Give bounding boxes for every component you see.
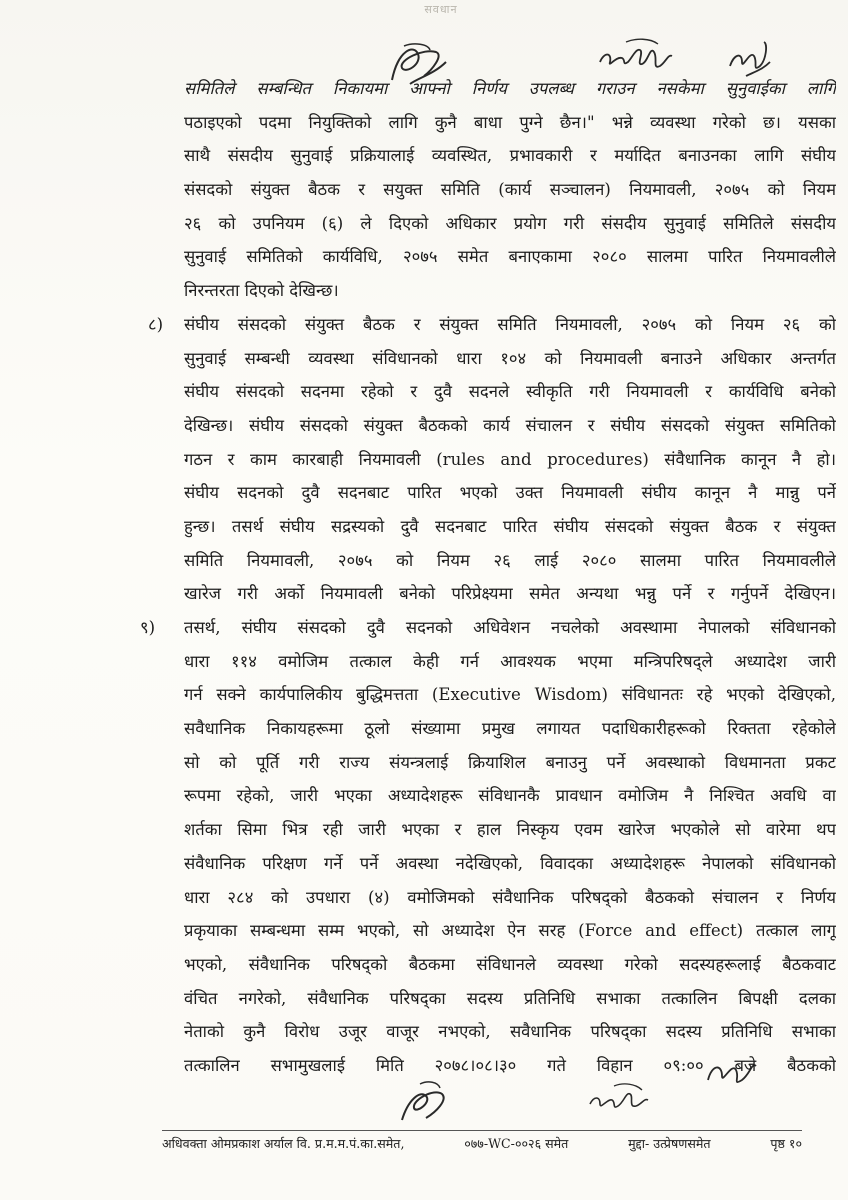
text-line: संघीय संसदको सदनमा रहेको र दुवै सदनले स्वीकृति गरी नियमावली र कार्यविधि बनेको	[184, 382, 836, 402]
text-line: समितिले सम्बन्धित निकायमा आफ्नो निर्णय उपलब्ध गराउन नसकेमा सुनुवाईका लागि	[184, 79, 836, 98]
text-line: तसर्थ, संघीय संसदको दुवै सदनको अधिवेशन नचलेको अवस्थामा नेपालको संविधानको	[184, 618, 836, 637]
paragraph-8	[148, 308, 836, 611]
text-line: सवैधानिक निकायहरूमा ठूलो संख्यामा प्रमुख लगायत पदाधिकारीहरूको रिक्तता रहेकोले	[184, 719, 836, 739]
signature-4	[396, 1076, 452, 1128]
text-line: धारा २८४ को उपधारा (४) वमोजिमको संवैधानिक परिषद्को बैठकको संचालन र निर्णय	[184, 887, 836, 907]
text-line: भएको, संवैधानिक परिषद्को बैठकमा संविधानले व्यवस्था गरेको सदस्यहरूलाई बैठकवाट	[184, 954, 836, 974]
footer-case-number: ०७७-WC-००२६ समेत	[464, 1136, 569, 1151]
text-line: देखिन्छ। संघीय संसदको संयुक्त बैठकको कार्य संचालन र संघीय संसदको संयुक्त समितिको	[184, 415, 836, 435]
text-line: रूपमा रहेको, जारी भएका अध्यादेशहरू संविधानकै प्रावधान वमोजिम नै निश्चित अवधि वा	[184, 786, 836, 806]
text-line: नेताको कुनै विरोध उजूर वाजूर नभएको, सवैधानिक परिषद्का सदस्य प्रतिनिधि सभाका	[184, 1022, 836, 1042]
text-line: २६ को उपनियम (६) ले दिएको अधिकार प्रयोग गरी संसदीय सुनुवाई समितिले संसदीय	[184, 213, 836, 233]
text-line: हुन्छ। तसर्थ संघीय सद्रस्यको दुवै सदनबाट पारित संघीय संसदको संयुक्त बैठक र संयुक्त	[184, 516, 836, 536]
text-line: गर्न सक्ने कार्यपालिकीय बुद्धिमत्तता (Executive Wisdom) संविधानतः रहे भएको देखिएको,	[184, 685, 836, 705]
text-line: शर्तका सिमा भित्र रही जारी भएका र हाल निस्कृय एवम खारेज भएकोले सो वारेमा थप	[184, 820, 836, 840]
text-line: सुनुवाई समितिको कार्यविधि, २०७५ समेत बनाएकामा २०८० सालमा पारित नियमावलीले	[184, 247, 836, 267]
text-line: संघीय संसदको संयुक्त बैठक र संयुक्त समिति नियमावली, २०७५ को नियम २६ को	[184, 314, 836, 334]
text-line: सो को पूर्ति गरी राज्य संयन्त्रलाई क्रियाशिल बनाउनु पर्ने अवस्थाको विधमानता प्रकट	[184, 752, 836, 772]
page-footer	[162, 1130, 802, 1152]
text-line: साथै संसदीय सुनुवाई प्रक्रियालाई व्यवस्थित, प्रभावकारी र मर्यादित बनाउनका लागि संघीय	[184, 146, 836, 166]
text-line: वंचित नगरेको, संवैधानिक परिषद्का सदस्य प्रतिनिधि सभाका तत्कालिन बिपक्षी दलका	[184, 988, 836, 1008]
signature-6	[586, 1082, 652, 1116]
text-line: खारेज गरी अर्को नियमावली बनेको परिप्रेक्ष्यमा समेत अन्यथा भन्नु पर्ने र गर्नुपर्ने देखिएन।	[184, 584, 836, 604]
paragraph-intro-continuation	[184, 72, 836, 308]
text-line: संसदको संयुक्त बैठक र सयुक्त समिति (कार्य सञ्चालन) नियमावली, २०७५ को नियम	[184, 180, 836, 200]
signature-2	[596, 36, 676, 76]
document-body	[140, 72, 836, 1083]
paragraph-number: ८)	[148, 314, 164, 334]
text-line: समिति नियमावली, २०७५ को नियम २६ लाई २०८० सालमा पारित नियमावलीले	[184, 550, 836, 570]
text-line: प्रकृयाका सम्बन्धमा सम्म भएको, सो अध्यादेश ऐन सरह (Force and effect) तत्काल लागू	[184, 921, 836, 941]
footer-case-subject: मुद्दा- उत्प्रेषणसमेत	[628, 1136, 711, 1151]
footer-parties: अधिवक्ता ओमप्रकाश अर्याल वि. प्र.म.म.पं.का.समेत,	[162, 1136, 405, 1151]
text-line: सुनुवाई सम्बन्धी व्यवस्था संविधानको धारा १०४ को नियमावली बनाउने अधिकार अन्तर्गत	[184, 348, 836, 368]
paragraph-number: ९)	[140, 618, 156, 637]
text-line: तत्कालिन सभामुखलाई मिति २०७८।०८।३० गते विहान ०९:०० बजे बैठकको	[184, 1055, 836, 1075]
paragraph-9	[140, 611, 836, 1083]
text-line: निरन्तरता दिएको देखिन्छ।	[184, 281, 339, 301]
header-faint-text: सवधान	[424, 3, 458, 16]
text-line: गठन र काम कारबाही नियमावली (rules and procedures) संवैधानिक कानून नै हो।	[184, 449, 836, 469]
text-line: संघीय सदनको दुवै सदनबाट पारित भएको उक्त नियमावली संघीय कानून नै मान्नु पर्ने	[184, 483, 836, 503]
text-line: संवैधानिक परिक्षण गर्ने पर्ने अवस्था नदेखिएको, विवादका अध्यादेशहरू नेपालको संविधानको	[184, 853, 836, 873]
footer-page-number: पृष्ठ १०	[770, 1136, 802, 1151]
text-line: धारा ११४ वमोजिम तत्काल केही गर्न आवश्यक भएमा मन्त्रिपरिषद्ले अध्यादेश जारी	[184, 651, 836, 671]
text-line: पठाइएको पदमा नियुक्तिको लागि कुनै बाधा पुग्ने छैन।" भन्ने व्यवस्था गरेको छ। यसका	[184, 112, 836, 132]
